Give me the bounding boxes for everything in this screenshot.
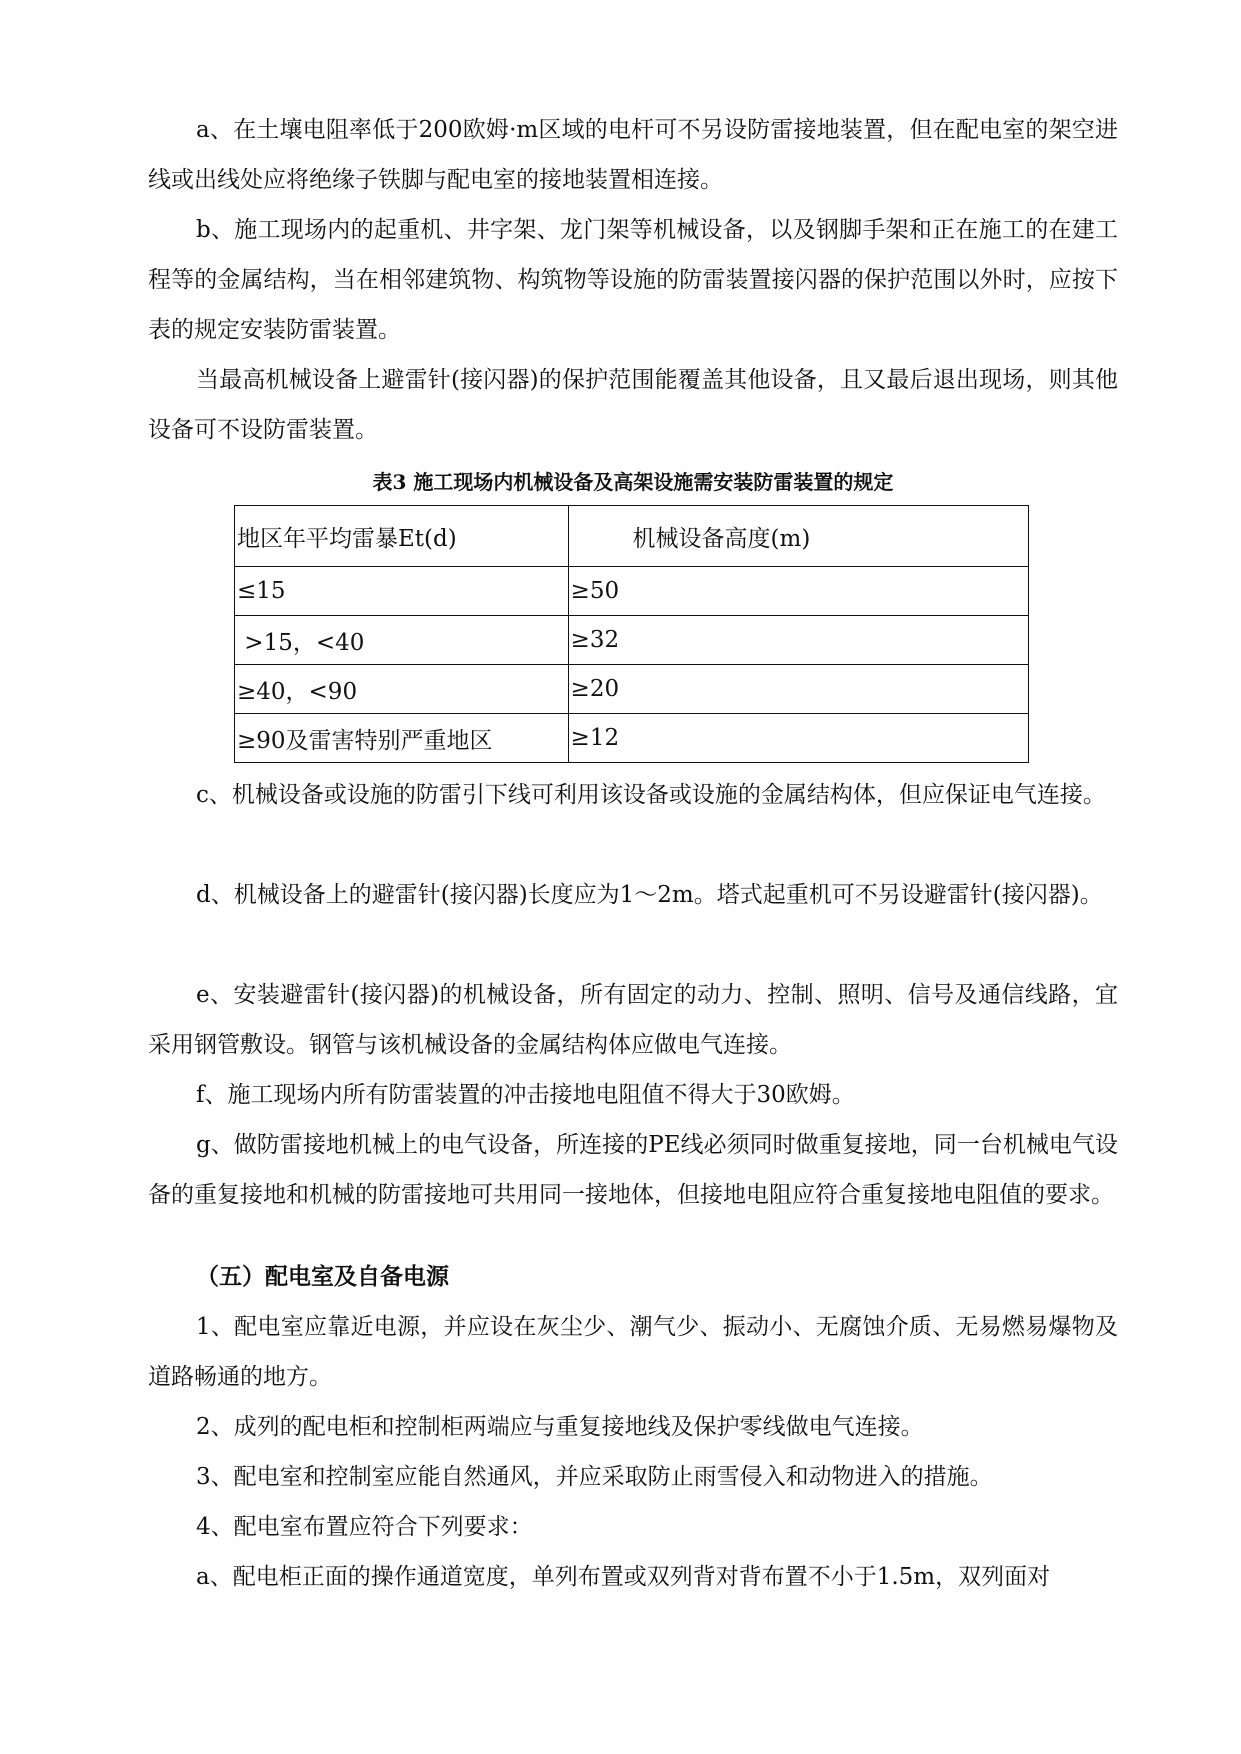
- paragraph-4: 4、配电室布置应符合下列要求：: [196, 1514, 533, 1540]
- cell-thunderstorm-days: ≥90及雷害特别严重地区: [235, 714, 569, 763]
- table-row: [235, 665, 1029, 714]
- paragraph-g: g、做防雷接地机械上的电气设备，所连接的PE线必须同时做重复接地，同一台机械电气设备的重复接地和机械的防雷接地可共用同一接地体，但接地电阻应符合重复接地电阻值的要求。: [148, 1132, 1118, 1208]
- paragraph-b: b、施工现场内的起重机、井字架、龙门架等机械设备，以及钢脚手架和正在施工的在建工程等的金属结构，当在相邻建筑物、构筑物等设施的防雷装置接闪器的保护范围以外时，应按下表的规定安装防雷装置。: [148, 217, 1118, 343]
- header-thunderstorm-days: 地区年平均雷暴Et(d): [235, 506, 569, 567]
- header-equipment-height: 机械设备高度(m): [568, 506, 1028, 567]
- table-row: [235, 567, 1029, 616]
- cell-equipment-height: ≥32: [568, 616, 1028, 665]
- paragraph-1: 1、配电室应靠近电源，并应设在灰尘少、潮气少、振动小、无腐蚀介质、无易燃易爆物及道路畅通的地方。: [148, 1314, 1118, 1390]
- paragraph-d: d、机械设备上的避雷针(接闪器)长度应为1～2m。塔式起重机可不另设避雷针(接闪器)。: [196, 882, 1103, 908]
- cell-equipment-height: ≥12: [568, 714, 1028, 763]
- table-row: [235, 714, 1029, 763]
- cell-equipment-height: ≥50: [568, 567, 1028, 616]
- table-row: [235, 616, 1029, 665]
- cell-thunderstorm-days: >15，<40: [235, 616, 569, 665]
- section-heading: （五）配电室及自备电源: [196, 1263, 449, 1290]
- paragraph-4a: a、配电柜正面的操作通道宽度，单列布置或双列背对背布置不小于1.5m，双列面对: [196, 1564, 1051, 1590]
- paragraph-f: f、施工现场内所有防雷装置的冲击接地电阻值不得大于30欧姆。: [196, 1082, 855, 1108]
- paragraph-3: 3、配电室和控制室应能自然通风，并应采取防止雨雪侵入和动物进入的措施。: [196, 1464, 993, 1490]
- table-header-row: [235, 506, 1029, 567]
- paragraph-e: e、安装避雷针(接闪器)的机械设备，所有固定的动力、控制、照明、信号及通信线路，宜采用钢管敷设。钢管与该机械设备的金属结构体应做电气连接。: [148, 982, 1118, 1058]
- paragraph-c: c、机械设备或设施的防雷引下线可利用该设备或设施的金属结构体，但应保证电气连接。: [196, 782, 1106, 808]
- cell-thunderstorm-days: ≤15: [235, 567, 569, 616]
- paragraph-2: 2、成列的配电柜和控制柜两端应与重复接地线及保护零线做电气连接。: [196, 1414, 924, 1440]
- paragraph-a: a、在土壤电阻率低于200欧姆·m区域的电杆可不另设防雷接地装置，但在配电室的架空进线或出线处应将绝缘子铁脚与配电室的接地装置相连接。: [148, 117, 1118, 193]
- table-caption: 表3 施工现场内机械设备及高架设施需安装防雷装置的规定: [372, 470, 894, 494]
- cell-equipment-height: ≥20: [568, 665, 1028, 714]
- cell-thunderstorm-days: ≥40，<90: [235, 665, 569, 714]
- lightning-protection-table: [234, 505, 1029, 763]
- paragraph-highest-equipment: 当最高机械设备上避雷针(接闪器)的保护范围能覆盖其他设备，且又最后退出现场，则其他设备可不设防雷装置。: [148, 367, 1118, 443]
